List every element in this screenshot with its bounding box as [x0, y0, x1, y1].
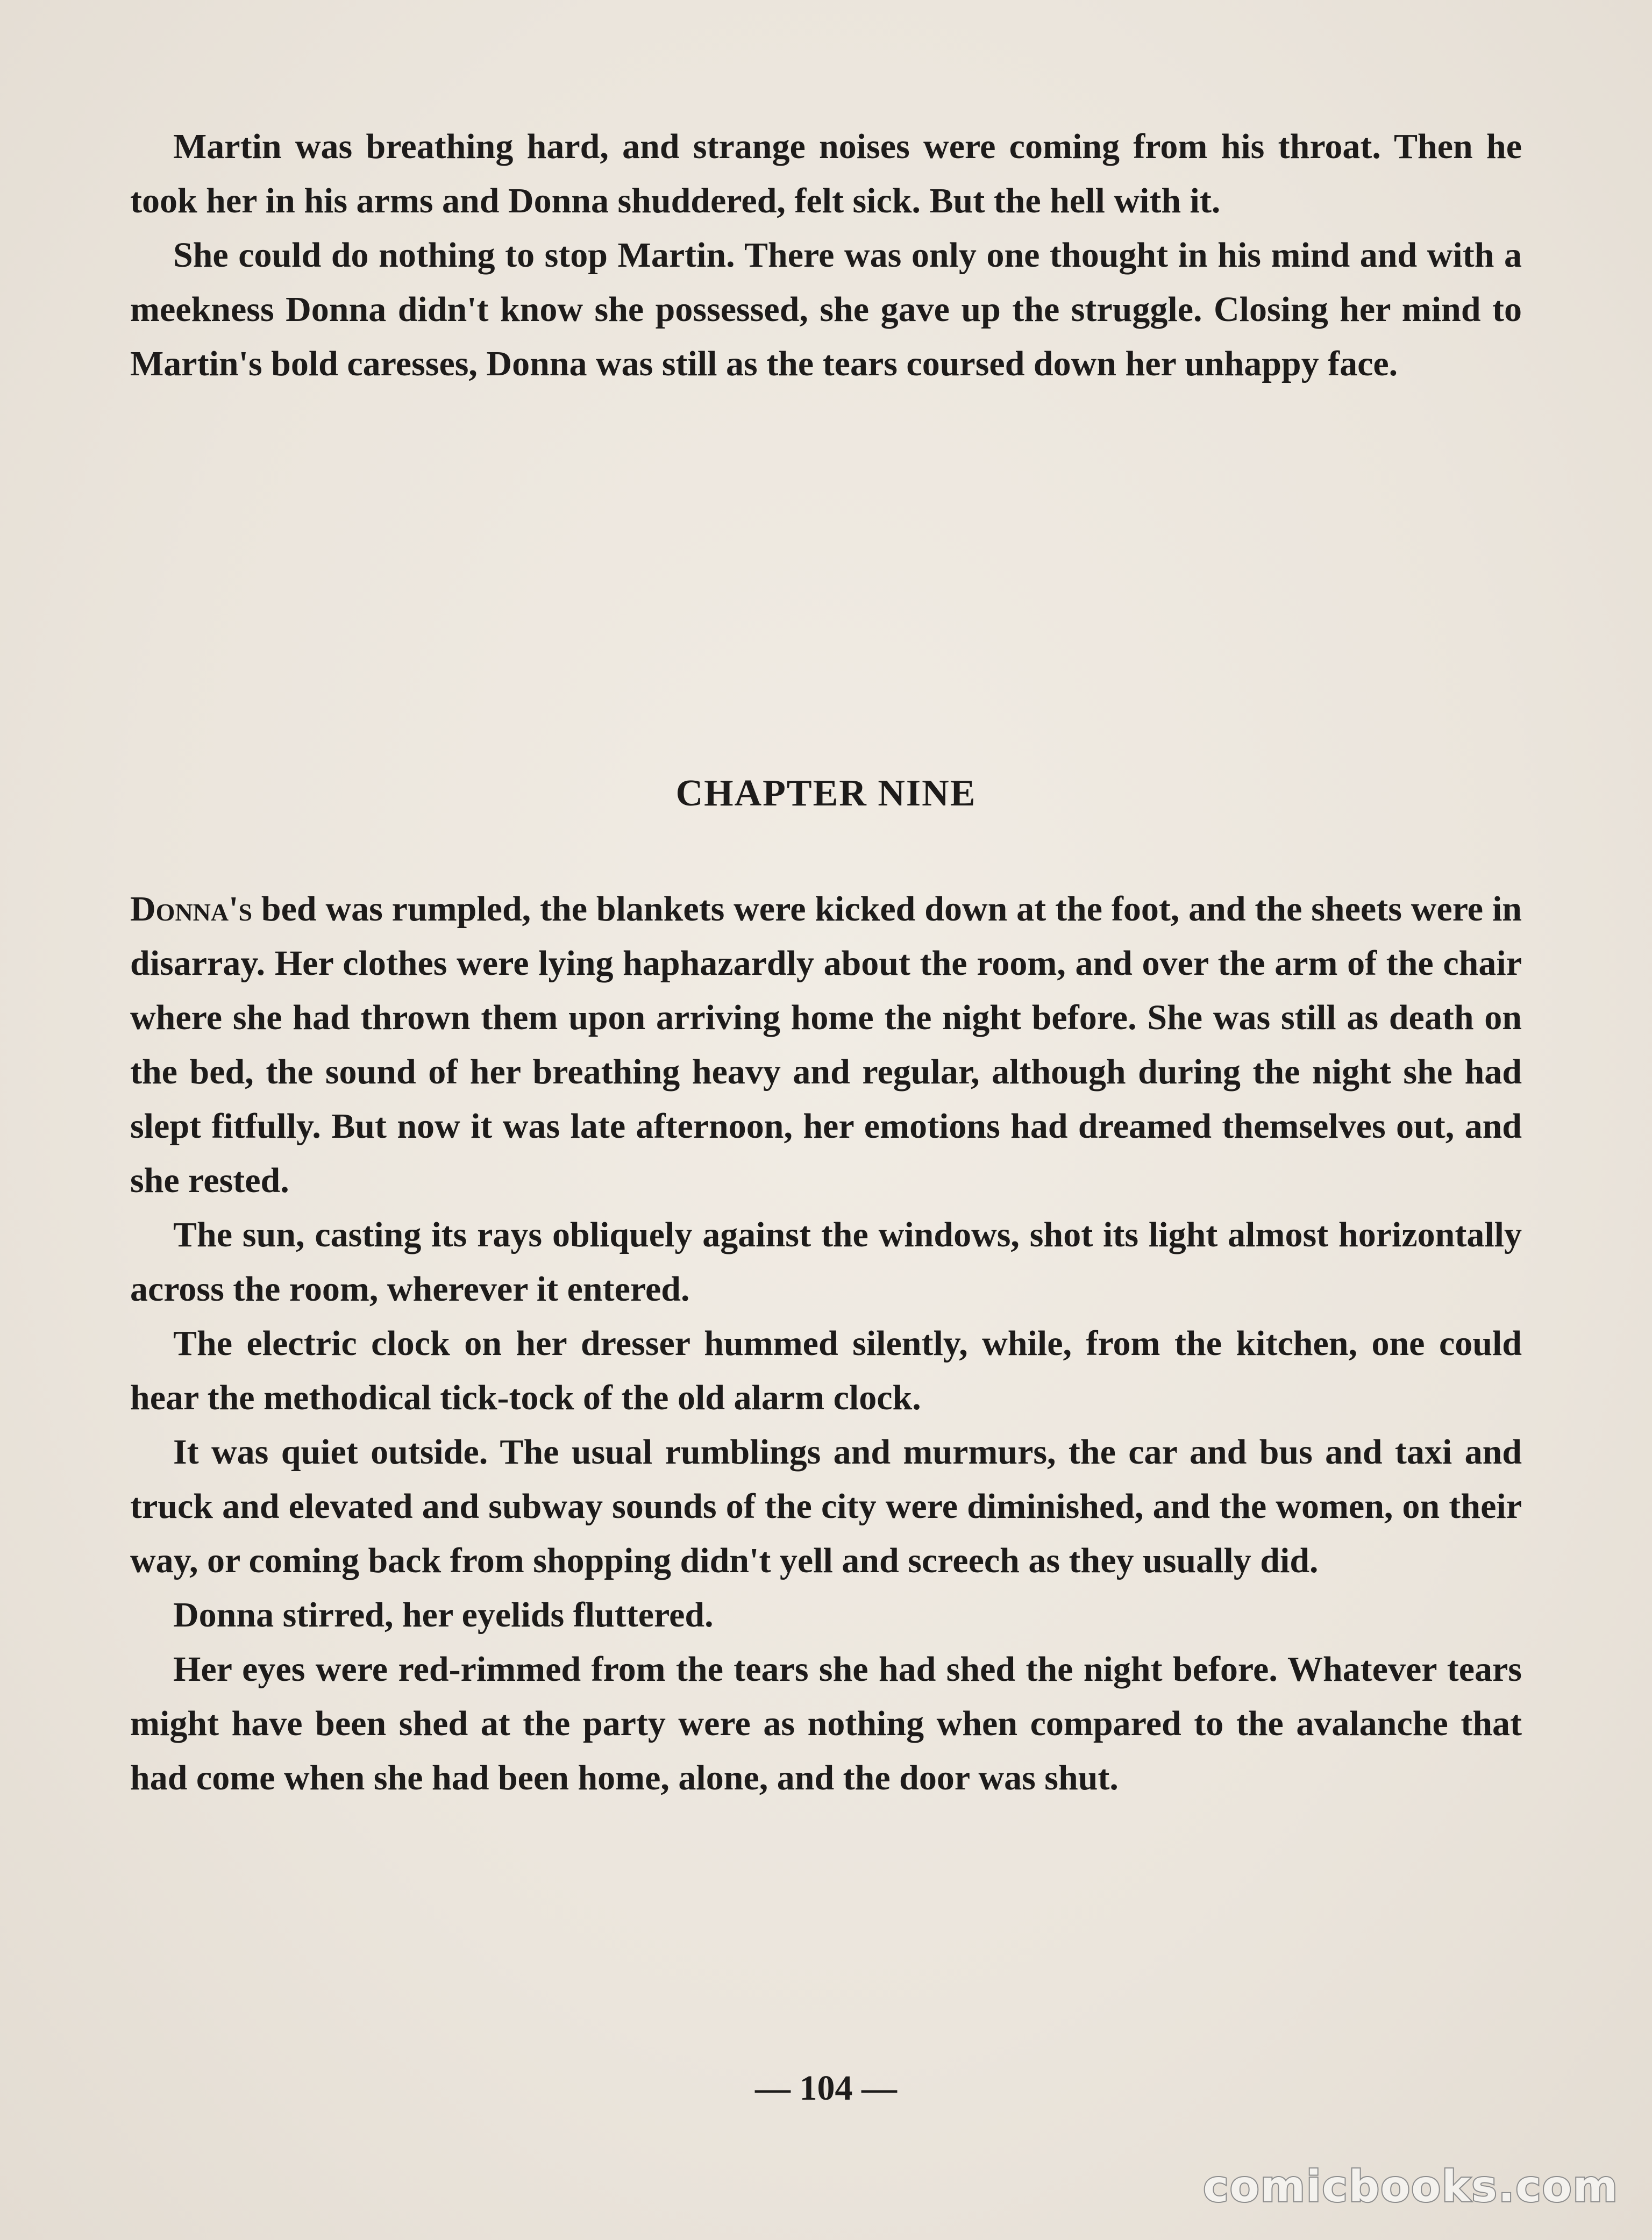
paragraph: It was quiet outside. The usual rumblings and murmurs, the car and bus and taxi and truck and elevated and subway sounds of the city were diminished, and the women, on their way, or coming back from shopping didn't yell and screech as they usually did. — [130, 1432, 1522, 1580]
chapter-first-paragraph — [130, 882, 1522, 1208]
watermark: comicbooks.com — [1203, 2161, 1619, 2212]
paragraph: Martin was breathing hard, and strange noises were coming from his throat. Then he took her in his arms and Donna shuddered, felt sick. But the hell with it. — [130, 127, 1522, 220]
page-number: — 104 — — [755, 2068, 897, 2108]
first-paragraph-body: bed was rumpled, the blankets were kicked down at the foot, and the sheets were in disarray. Her clothes were lying haphazardly about the room, and over the arm of the chair where she had thrown them upon arriving home the night before. She was still as death on the bed, the sound of her breathing heavy and regular, although during the night she had slept fitfully. But now it was late afternoon, her emotions had dreamed themselves out, and she rested. — [130, 889, 1522, 1200]
paragraph: Her eyes were red-rimmed from the tears she had shed the night before. Whatever tears might have been shed at the party were as nothing when compared to the avalanche that had come when she had been home, alone, and the door was shut. — [130, 1650, 1522, 1797]
paragraph: Donna stirred, her eyelids fluttered. — [173, 1595, 714, 1635]
paragraph: The sun, casting its rays obliquely against the windows, shot its light almost horizontally across the room, wherever it entered. — [130, 1215, 1522, 1309]
chapter-title: CHAPTER NINE — [675, 773, 977, 814]
lead-word: Donna's — [130, 889, 253, 929]
top-text-block — [130, 119, 1522, 391]
chapter-text-block — [130, 882, 1522, 1805]
paragraph: The electric clock on her dresser hummed silently, while, from the kitchen, one could hear the methodical tick-tock of the old alarm clock. — [130, 1324, 1522, 1417]
paragraph: She could do nothing to stop Martin. There was only one thought in his mind and with a meekness Donna didn't know she possessed, she gave up the struggle. Closing her mind to Martin's bold caresses, Donna was still as the tears coursed down her unhappy face. — [130, 236, 1522, 383]
